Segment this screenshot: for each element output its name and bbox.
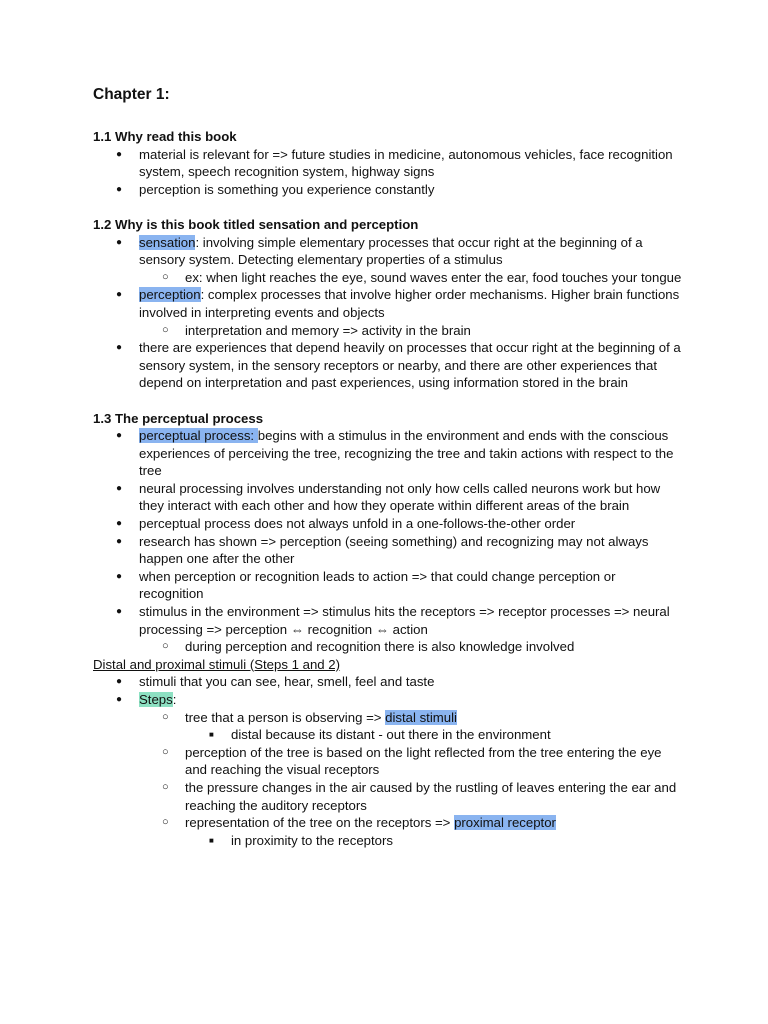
bullet-list — [93, 234, 683, 392]
sub-sub-list-item: ■ distal because its distant - out there in the environment — [185, 726, 683, 744]
list-item — [93, 234, 683, 287]
list-item — [93, 691, 683, 849]
highlighted-term: proximal receptor — [454, 815, 556, 831]
subsection-heading-distal-proximal: Distal and proximal stimuli (Steps 1 and 2) — [93, 656, 341, 672]
sub-list — [139, 709, 683, 850]
highlighted-term: perceptual process: — [139, 428, 258, 444]
list-item: ● stimuli that you can see, hear, smell, feel and taste — [93, 673, 683, 691]
sub-list — [139, 322, 683, 340]
sub-list-item: ○ ex: when light reaches the eye, sound waves enter the ear, food touches your tongue — [139, 269, 683, 287]
sub-list-item: ○ during perception and recognition there is also knowledge involved — [139, 638, 683, 656]
list-item: ● perception is something you experience constantly — [93, 181, 683, 199]
list-item-text: : — [172, 692, 177, 707]
sub-list-item-text: representation of the tree on the receptors => — [185, 815, 455, 831]
bullet-list — [93, 427, 683, 656]
list-item-text: : complex processes that involve higher order mechanisms. Higher brain functions involved in interpreting events and objects — [139, 287, 680, 320]
section-heading-1-2: 1.2 Why is this book titled sensation and perception — [93, 216, 419, 232]
sub-sub-list — [185, 832, 683, 850]
list-item-text: stimulus in the environment => stimulus hits the receptors => receptor processes => neural processing => perception ⇔ recognition ⇔ action — [139, 604, 670, 637]
list-item: ● neural processing involves understanding not only how cells called neurons work but how they interact with each other and how they operate within different areas of the brain — [93, 480, 683, 515]
highlighted-term: distal stimuli — [385, 709, 457, 725]
bullet-list — [93, 146, 683, 199]
sub-sub-list — [185, 726, 683, 744]
sub-list-item: ○ the pressure changes in the air caused by the rustling of leaves entering the ear and reaching the auditory receptors — [139, 779, 683, 814]
list-item: ● when perception or recognition leads to action => that could change perception or recognition — [93, 568, 683, 603]
chapter-title: Chapter 1: — [93, 86, 170, 103]
sub-list-item — [139, 709, 683, 744]
list-item-text: : involving simple elementary processes that occur right at the beginning of a sensory system. Detecting elementary properties of a stimulus — [139, 234, 643, 268]
list-item — [93, 603, 683, 656]
sub-list-item: ○ interpretation and memory => activity in the brain — [139, 322, 683, 340]
document-body — [93, 128, 683, 849]
list-item — [93, 427, 683, 480]
sub-list — [139, 269, 683, 287]
list-item-text: begins with a stimulus in the environment and ends with the conscious experiences of perceiving the tree, recognizing the tree and takin actions with respect to the tree — [139, 428, 674, 479]
highlighted-term: sensation — [139, 234, 196, 250]
sub-list-item-text: tree that a person is observing => — [185, 709, 386, 725]
list-item: ● research has shown => perception (seeing something) and recognizing may not always happen one after the other — [93, 533, 683, 568]
section-heading-1-1: 1.1 Why read this book — [93, 129, 237, 144]
sub-list-item — [139, 814, 683, 849]
bullet-list — [93, 673, 683, 849]
sub-list — [139, 638, 683, 656]
list-item: ● perceptual process does not always unfold in a one-follows-the-other order — [93, 515, 683, 533]
section-heading-1-3: 1.3 The perceptual process — [93, 410, 264, 426]
list-item — [93, 286, 683, 339]
highlighted-term: perception — [139, 287, 201, 303]
list-item: ● there are experiences that depend heavily on processes that occur right at the beginning of a sensory system, in the sensory receptors or nearby, and there are other experiences that depend on interpretation and past experiences, using information stored in the brain — [93, 339, 683, 392]
sub-list-item: ○ perception of the tree is based on the light reflected from the tree entering the eye and reaching the visual receptors — [139, 744, 683, 779]
highlighted-term: Steps — [139, 692, 173, 707]
sub-sub-list-item: ■ in proximity to the receptors — [185, 832, 683, 850]
list-item: ● material is relevant for => future studies in medicine, autonomous vehicles, face recognition system, speech recognition system, highway signs — [93, 146, 683, 181]
